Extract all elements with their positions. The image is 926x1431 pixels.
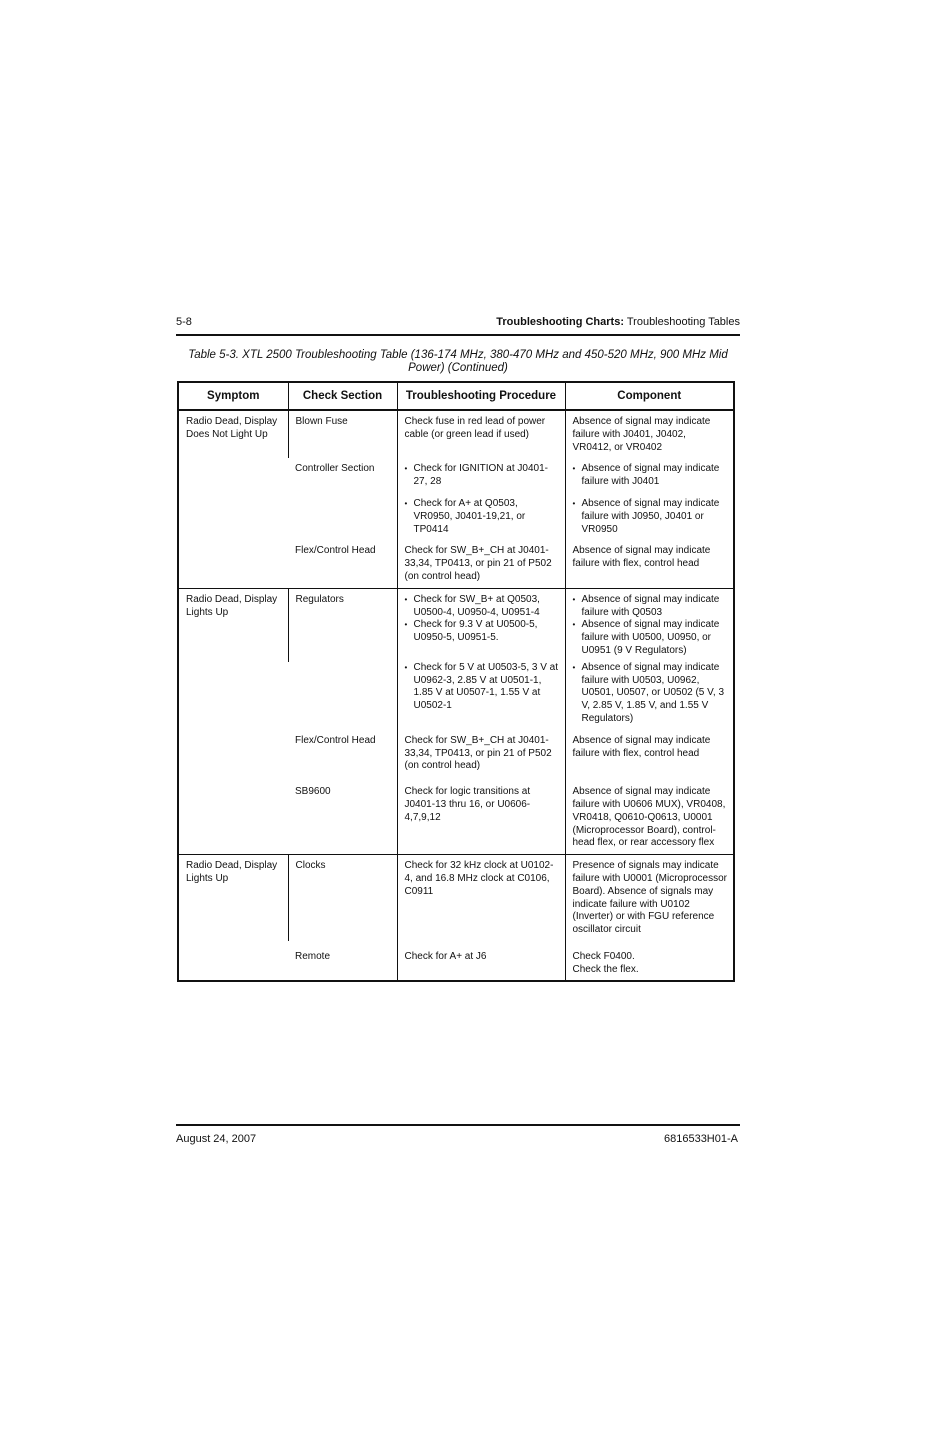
component-cell: Absence of signal may indicate failure with U0606 MUX), VR0408, VR0418, Q0610-Q0613, U0001 (Microprocessor Board), control-head flex, or rear accessory flex xyxy=(565,777,734,854)
section-title-rest: Troubleshooting Tables xyxy=(624,316,740,328)
header-component: Component xyxy=(565,382,734,410)
running-section-title xyxy=(496,316,740,328)
header-rule xyxy=(176,334,740,336)
component-cell xyxy=(565,493,734,540)
symptom-cell: Radio Dead, Display Does Not Light Up xyxy=(178,410,288,588)
table-row xyxy=(178,855,734,941)
component-bullet: • Absence of signal may indicate failure with Q0503 xyxy=(573,594,728,620)
check-section-cell: Flex/Control Head xyxy=(295,734,376,746)
procedure-bullet: • Check for 5 V at U0503-5, 3 V at U0962-3, 2.85 V at U0501-1, 1.85 V at U0507-1, 1.55 V at U0502-1 xyxy=(405,662,559,713)
table-row xyxy=(178,410,734,458)
page-header xyxy=(176,316,740,332)
table-header-row xyxy=(178,382,734,410)
header-symptom: Symptom xyxy=(178,382,288,410)
component-cell: Presence of signals may indicate failure with U0001 (Microprocessor Board). Absence of signals may indicate failure with U0102 (Inverter) or with FGU reference oscillator circuit xyxy=(565,855,734,941)
procedure-cell: Check for logic transitions at J0401-13 thru 16, or U0606-4,7,9,12 xyxy=(397,777,565,854)
procedure-cell: Check for SW_B+_CH at J0401-33,34, TP0413, or pin 21 of P502 (on control head) xyxy=(397,540,565,588)
check-section-cell: Remote xyxy=(295,950,331,962)
check-section-cell: Blown Fuse xyxy=(288,410,397,458)
check-section-cell: Controller Section xyxy=(295,463,375,475)
header-check-section: Check Section xyxy=(288,382,397,410)
component-line: Check the flex. xyxy=(572,963,639,975)
component-cell: Absence of signal may indicate failure with flex, control head xyxy=(565,730,734,777)
section-title-bold: Troubleshooting Charts: xyxy=(496,316,624,328)
component-cell xyxy=(565,941,734,982)
procedure-cell: Check for SW_B+_CH at J0401-33,34, TP0413, or pin 21 of P502 (on control head) xyxy=(397,730,565,777)
procedure-cell: Check for A+ at J6 xyxy=(397,941,565,982)
check-section-cell xyxy=(288,493,397,540)
component-cell xyxy=(565,662,734,730)
component-cell: Absence of signal may indicate failure with J0401, J0402, VR0412, or VR0402 xyxy=(565,410,734,458)
procedure-cell xyxy=(397,662,565,730)
component-cell xyxy=(565,458,734,493)
component-bullet: • Absence of signal may indicate failure with U0503, U0962, U0501, U0507, or U0502 (5 V, 3 V, 2.85 V, 1.85 V, and 1.55 V Regulators) xyxy=(573,662,728,726)
procedure-bullet: • Check for IGNITION at J0401-27, 28 xyxy=(405,463,559,489)
component-cell: Absence of signal may indicate failure with flex, control head xyxy=(565,540,734,588)
footer-doc-number: 6816533H01-A xyxy=(663,1133,738,1145)
symptom-cell: Radio Dead, Display Lights Up xyxy=(178,588,288,854)
procedure-cell xyxy=(397,588,565,661)
troubleshooting-table xyxy=(177,381,735,982)
header-procedure: Troubleshooting Procedure xyxy=(397,382,565,410)
check-section-cell xyxy=(288,662,397,730)
component-bullet: • Absence of signal may indicate failure with U0500, U0950, or U0951 (9 V Regulators) xyxy=(573,619,728,657)
procedure-cell: Check fuse in red lead of power cable (or green lead if used) xyxy=(397,410,565,458)
check-section-cell: Clocks xyxy=(288,855,397,941)
component-bullet: • Absence of signal may indicate failure with J0401 xyxy=(573,463,728,489)
table-row xyxy=(178,588,734,661)
footer-rule xyxy=(176,1124,740,1126)
procedure-bullet: • Check for 9.3 V at U0500-5, U0950-5, U0951-5. xyxy=(405,619,559,645)
page-number: 5-8 xyxy=(176,316,192,328)
procedure-bullet: • Check for A+ at Q0503, VR0950, J0401-19,21, or TP0414 xyxy=(405,498,559,536)
procedure-cell xyxy=(397,458,565,493)
check-section-cell: Flex/Control Head xyxy=(288,540,397,588)
check-section-cell: SB9600 xyxy=(288,777,397,854)
component-bullet: • Absence of signal may indicate failure with J0950, J0401 or VR0950 xyxy=(573,498,728,536)
component-line: Check F0400. xyxy=(572,950,635,962)
symptom-cell: Radio Dead, Display Lights Up xyxy=(186,860,278,884)
footer-date: August 24, 2007 xyxy=(176,1133,257,1145)
procedure-cell xyxy=(397,493,565,540)
check-section-cell: Regulators xyxy=(288,588,397,661)
procedure-bullet: • Check for SW_B+ at Q0503, U0500-4, U0950-4, U0951-4 xyxy=(405,594,559,620)
component-cell xyxy=(565,588,734,661)
table-caption: Table 5-3. XTL 2500 Troubleshooting Table (136-174 MHz, 380-470 MHz and 450-520 MHz, 900 MHz Mid Power) (Continued) xyxy=(188,349,728,374)
procedure-cell: Check for 32 kHz clock at U0102-4, and 16.8 MHz clock at C0106, C0911 xyxy=(397,855,565,941)
